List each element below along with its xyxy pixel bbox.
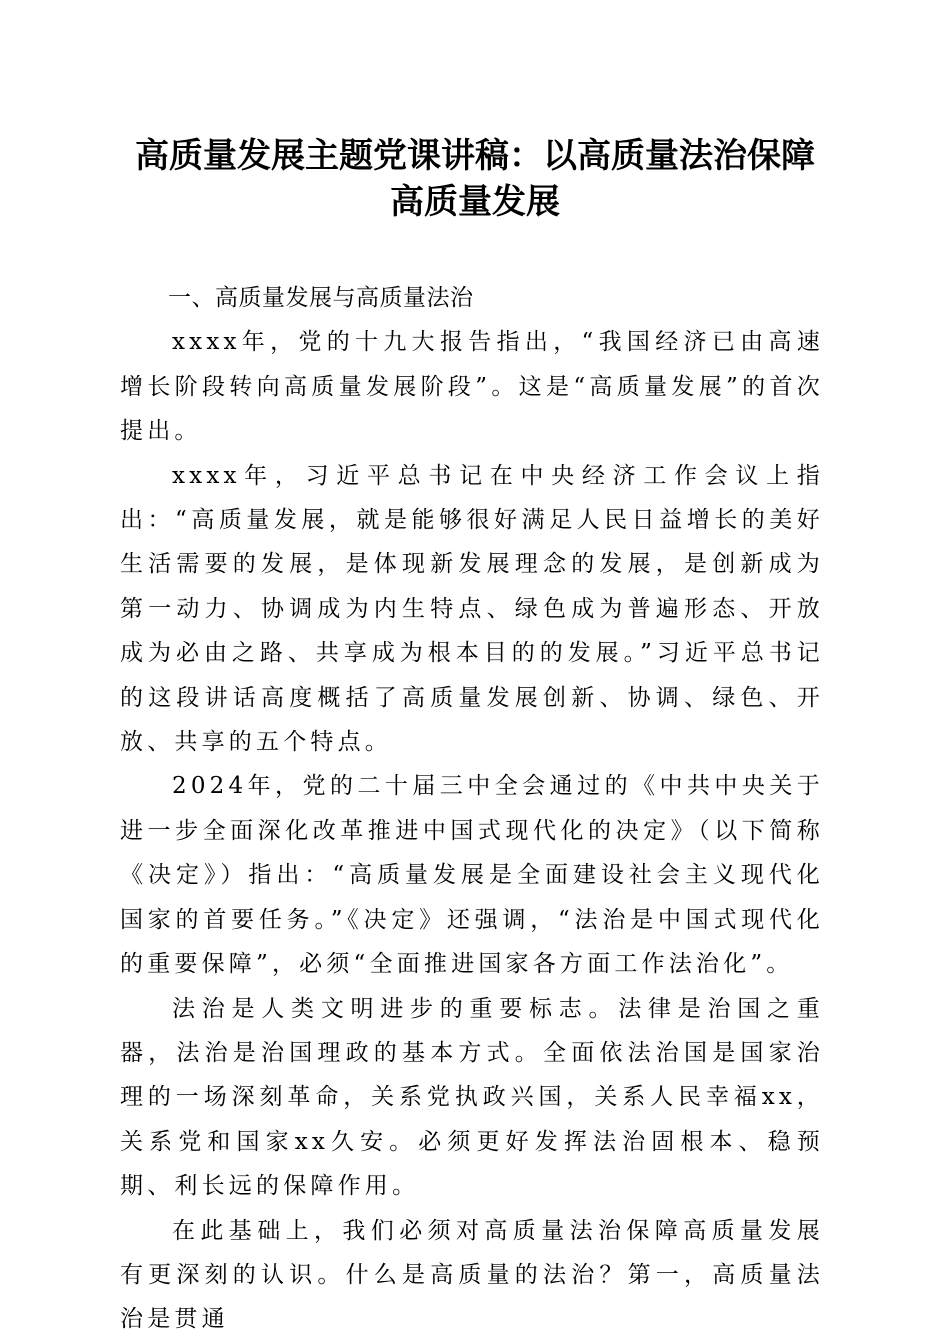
section-heading: 一、高质量发展与高质量法治 [168,285,474,311]
document-title [110,133,840,225]
paragraph-1: xxxx年，党的十九大报告指出，“我国经济已由高速增长阶段转向高质量发展阶段”。这是“高质量发展”的首次提出。 [120,329,824,445]
title-line-1: 高质量发展主题党课讲稿：以高质量法治保障 [135,136,815,176]
paragraph-2: xxxx年，习近平总书记在中央经济工作会议上指出：“高质量发展，就是能够很好满足人民日益增长的美好生活需要的发展，是体现新发展理念的发展，是创新成为第一动力、协调成为内生特点、绿色成为普遍形态、开放成为必由之路、共享成为根本目的的发展。”习近平总书记的这段讲话高度概括了高质量发展创新、协调、绿色、开放、共享的五个特点。 [120,462,824,756]
paragraph-3: 2024年，党的二十届三中全会通过的《中共中央关于进一步全面深化改革推进中国式现代化的决定》（以下简称《决定》）指出：“高质量发展是全面建设社会主义现代化国家的首要任务。”《决定》还强调，“法治是中国式现代化的重要保障”，必须“全面推进国家各方面工作法治化”。 [120,773,824,978]
document-body [120,276,824,1342]
paragraph-4: 法治是人类文明进步的重要标志。法律是治国之重器，法治是治国理政的基本方式。全面依法治国是国家治理的一场深刻革命，关系党执政兴国，关系人民幸福xx，关系党和国家xx久安。必须更好发挥法治固根本、稳预期、利长远的保障作用。 [120,995,824,1200]
title-line-2: 高质量发展 [390,182,560,222]
paragraph-5: 在此基础上，我们必须对高质量法治保障高质量发展有更深刻的认识。什么是高质量的法治？第一，高质量法治是贯通 [120,1217,824,1333]
